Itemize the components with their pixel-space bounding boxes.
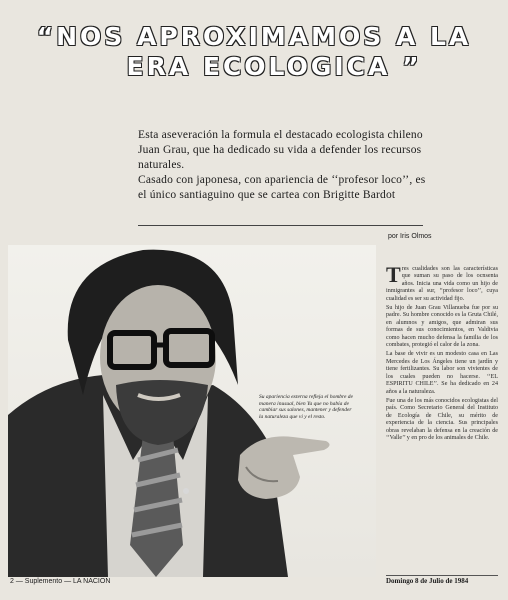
footer-divider — [386, 575, 498, 576]
footer-page-label: 2 — Suplemento — LA NACION — [10, 578, 111, 585]
photo-caption: Su apariencia externa refleja el hombre de manera inusual, bien Ya que no había de cambiar sus salones, mantener y defender la naturaleza que vi y el resto. — [259, 394, 353, 420]
headline-line-2: ERA ECOLOGICA ” — [126, 52, 422, 81]
article-column — [386, 262, 498, 444]
headline-line-1: “NOS APROXIMAMOS A LA — [36, 22, 472, 51]
article-paragraph-3: La base de vivir es un modesto casa en Las Mercedes de Los Ángeles tiene un jardín y tiene fertilizantes. Su labor son vivientes de los cuales pueden no hacerse. ‘‘EL ESPIRITU CHILE’’. Se ha dedicado en 24 años a la naturaleza. — [386, 351, 498, 395]
article-paragraph-2: Su hijo de Juan Grau Villanueba fue por su padre. Su hombre conocido es la Gruta Chilé, en alumnos y amigos, que admiran sus formas de sus conocimientos, en Valdivia como hacen mucho defensa la familia de los combates, protegió el calor de la zona. — [386, 305, 498, 349]
footer-date: Domingo 8 de Julio de 1984 — [386, 577, 469, 585]
intro-paragraph-1: Esta aseveración la formula el destacado ecologista chileno Juan Grau, que ha dedicado su vida a defender los recursos naturales. — [138, 129, 423, 171]
article-paragraph-1 — [386, 262, 498, 303]
article-paragraph-1-text: res cualidades son las características que suman su paso de los ocnsenta años. Inicia una vida como un hijo de inmigrantes al sur, ‘‘profesor loco’’, cuya cualidad es ser su actividad fijo. — [386, 266, 498, 302]
intro-paragraphs — [138, 128, 428, 203]
article-paragraph-4: Fue una de los más conocidos ecologistas del país. Como Secretario General del Instituto de Ecología de Chile, su mérito de experiencia de la ciencia. Sus principales obras revelaban la defensa en la creación de ‘‘Valle’’ y en pro de los animales de Chile. — [386, 397, 498, 441]
intro-paragraph-2: Casado con japonesa, con apariencia de ‘‘profesor loco’’, es el único santiaguino que se cartea con Brigitte Bardot — [138, 174, 426, 201]
dropcap: T — [386, 262, 401, 287]
intro-divider — [138, 225, 423, 226]
byline: por Iris Olmos — [388, 233, 432, 240]
